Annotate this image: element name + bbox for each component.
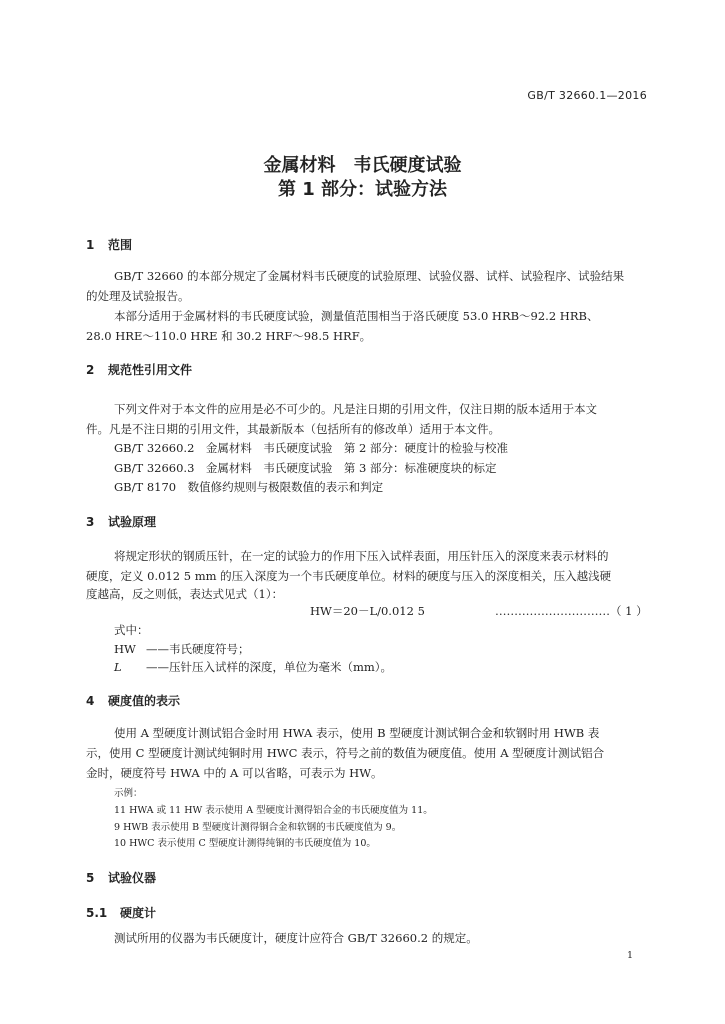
section-title: 试验原理: [108, 515, 157, 529]
symbol: HW: [114, 642, 136, 656]
symbol-definition: [114, 657, 392, 677]
paragraph-line: 将规定形状的钢质压针，在一定的试验力的作用下压入试样表面，用压针压入的深度来表示材料的: [114, 549, 609, 563]
standard-number: GB/T 32660.1—2016: [527, 89, 647, 102]
paragraph-line: 示，使用 C 型硬度计测试纯铜时用 HWC 表示，符号之前的数值为硬度值。使用 A 型硬度计测试铝合: [86, 746, 605, 760]
subsection-5-1-heading: [86, 904, 156, 921]
paragraph-line: 本部分适用于金属材料的韦氏硬度试验，测量值范围相当于洛氏硬度 53.0 HRB～92.2 HRB、: [114, 309, 599, 323]
example-item: 10 HWC 表示使用 C 型硬度计测得纯铜的韦氏硬度值为 10。: [114, 838, 376, 849]
section-4-heading: [86, 692, 180, 709]
where-label: 式中：: [114, 623, 149, 637]
paragraph-line: 使用 A 型硬度计测试铝合金时用 HWA 表示，使用 B 型硬度计测试铜合金和软钢时用 HWB 表: [114, 726, 600, 740]
section-title: 规范性引用文件: [108, 363, 193, 377]
example-label: 示例：: [114, 788, 143, 799]
subsection-number: 5.1: [86, 906, 108, 920]
symbol-description: ——韦氏硬度符号；: [146, 642, 250, 656]
reference-item: GB/T 32660.2 金属材料 韦氏硬度试验 第 2 部分：硬度计的检验与校准: [114, 441, 509, 455]
section-number: 2: [86, 363, 95, 377]
paragraph-line: 度越高，反之则低，表达式见式（1）：: [86, 587, 284, 601]
section-2-heading: [86, 361, 192, 378]
subsection-title: 硬度计: [120, 906, 157, 920]
paragraph-line: 下列文件对于本文件的应用是必不可少的。凡是注日期的引用文件，仅注日期的版本适用于本文: [114, 402, 597, 416]
reference-item: GB/T 32660.3 金属材料 韦氏硬度试验 第 3 部分：标准硬度块的标定: [114, 461, 497, 475]
paragraph-line: GB/T 32660 的本部分规定了金属材料韦氏硬度的试验原理、试验仪器、试样、试验程序、试验结果: [114, 269, 625, 283]
formula-number: …………………………（ 1 ）: [495, 604, 648, 618]
formula: HW＝20－L/0.012 5: [310, 604, 425, 618]
page-number: 1: [627, 950, 634, 961]
section-number: 5: [86, 871, 95, 885]
section-number: 1: [86, 238, 95, 252]
paragraph-line: 的处理及试验报告。: [86, 289, 190, 303]
section-title: 范围: [108, 238, 133, 252]
symbol-description: ——压针压入试样的深度，单位为毫米（mm）。: [146, 660, 393, 674]
section-title: 硬度值的表示: [108, 694, 181, 708]
doc-title-line1: 金属材料 韦氏硬度试验: [263, 155, 462, 176]
paragraph-line: 28.0 HRE～110.0 HRE 和 30.2 HRF～98.5 HRF。: [86, 329, 372, 343]
paragraph-line: 硬度，定义 0.012 5 mm 的压入深度为一个韦氏硬度单位。材料的硬度与压入的深度相关，压入越浅硬: [86, 569, 612, 583]
section-5-heading: [86, 869, 156, 886]
paragraph-line: 测试所用的仪器为韦氏硬度计，硬度计应符合 GB/T 32660.2 的规定。: [114, 931, 478, 945]
section-number: 3: [86, 515, 95, 529]
reference-item: GB/T 8170 数值修约规则与极限数值的表示和判定: [114, 480, 384, 494]
paragraph-line: 金时，硬度符号 HWA 中的 A 可以省略，可表示为 HW。: [86, 766, 383, 780]
section-number: 4: [86, 694, 95, 708]
example-item: 9 HWB 表示使用 B 型硬度计测得铜合金和软钢的韦氏硬度值为 9。: [114, 822, 402, 833]
example-item: 11 HWA 或 11 HW 表示使用 A 型硬度计测得铝合金的韦氏硬度值为 11。: [114, 805, 433, 816]
symbol: L: [114, 660, 122, 674]
paragraph-line: 件。凡是不注日期的引用文件，其最新版本（包括所有的修改单）适用于本文件。: [86, 422, 500, 436]
doc-title-line2: 第 1 部分：试验方法: [277, 179, 448, 200]
section-3-heading: [86, 513, 156, 530]
section-1-heading: [86, 236, 132, 253]
section-title: 试验仪器: [108, 871, 157, 885]
symbol-definition: [114, 639, 250, 659]
